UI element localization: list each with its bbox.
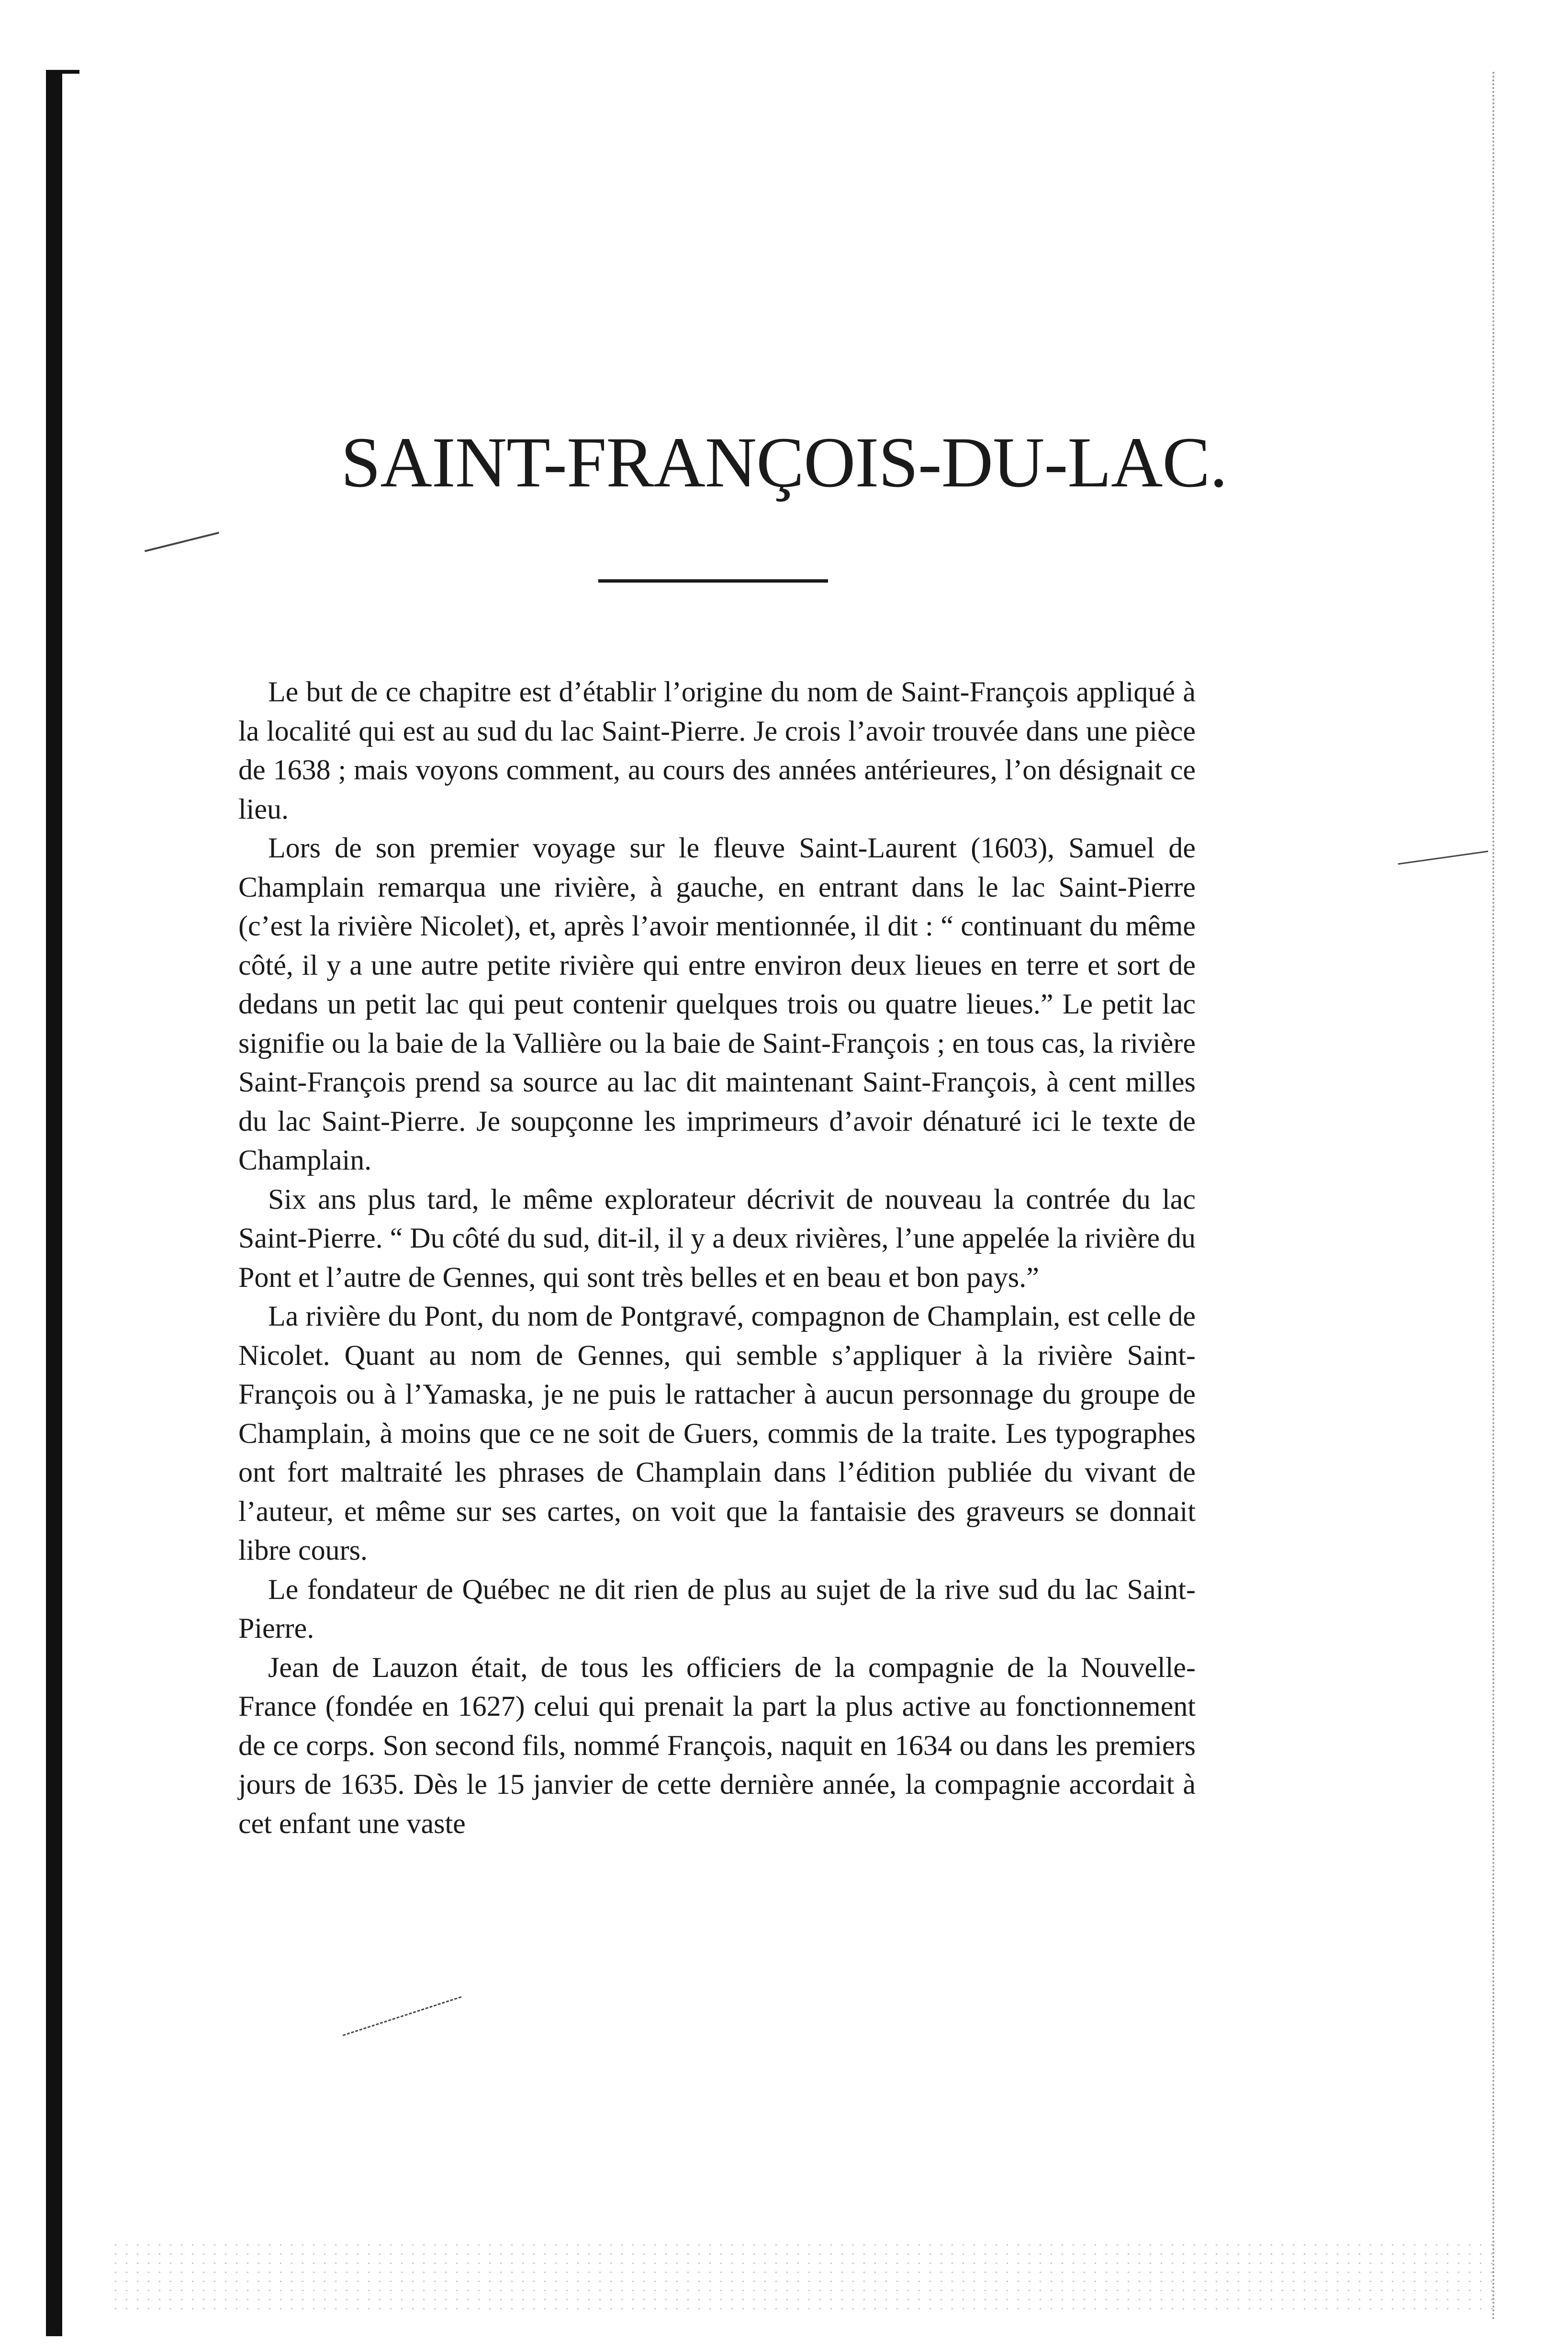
chapter-title: SAINT-FRANÇOIS-DU-LAC. (341, 423, 1227, 502)
binding-shadow-top (46, 70, 79, 74)
paragraph: Le fondateur de Québec ne dit rien de plus au sujet de la rive sud du lac Saint-Pierre. (238, 1573, 1196, 1644)
paragraph: Jean de Lauzon était, de tous les officiers de la compagnie de la Nouvelle-France (fondée en 1627) celui qui prenait la part la plus active au fonctionnement de ce corps. Son second fils, nommé François, naquit en 1634 ou dans les premiers jours de 1635. Dès le 15 janvier de cette dernière année, la compagnie accordait à cet enfant une vaste (238, 1651, 1196, 1839)
stray-pen-mark (145, 532, 219, 552)
stray-pen-mark (1398, 851, 1489, 865)
paragraph: La rivière du Pont, du nom de Pontgravé, compagnon de Champlain, est celle de Nicolet. Quant au nom de Gennes, qui semble s’appliquer à la rivière Saint-François ou à l’Yamaska, je ne puis le rattacher à aucun personnage du groupe de Champlain, à moins que ce ne soit de Guers, commis de la traite. Les typographes ont fort maltraité les phrases de Champlain dans l’édition publiée du vivant de l’auteur, et même sur ses cartes, on voit que la fantaisie des graveurs se donnait libre cours. (238, 1300, 1196, 1566)
paragraph: Le but de ce chapitre est d’établir l’origine du nom de Saint-François appliqué à la localité qui est au sud du lac Saint-Pierre. Je crois l’avoir trouvée dans une pièce de 1638 ; mais voyons comment, au cours des années antérieures, l’on désignait ce lieu. (238, 676, 1196, 825)
title-rule (598, 579, 828, 583)
page-edge-specks (1492, 72, 1494, 2322)
binding-shadow (46, 72, 62, 2336)
scan-noise (110, 2240, 1498, 2312)
paragraph: Lors de son premier voyage sur le fleuve Saint-Laurent (1603), Samuel de Champlain remarqua une rivière, à gauche, en entrant dans le lac Saint-Pierre (c’est la rivière Nicolet), et, après l’avoir mentionnée, il dit : “ continuant du même côté, il y a une autre petite rivière qui entre environ deux lieues en terre et sort de dedans un petit lac qui peut contenir quelques trois ou quatre lieues.” Le petit lac signifie ou la baie de la Vallière ou la baie de Saint-François ; en tous cas, la rivière Saint-François prend sa source au lac dit maintenant Saint-François, à cent milles du lac Saint-Pierre. Je soupçonne les imprimeurs d’avoir dénaturé ici le texte de Champlain. (238, 832, 1196, 1176)
body-text (238, 673, 1196, 1843)
stray-pen-mark (343, 1996, 461, 2036)
paragraph: Six ans plus tard, le même explorateur décrivit de nouveau la contrée du lac Saint-Pierre. “ Du côté du sud, dit-il, il y a deux rivières, l’une appelée la rivière du Pont et l’autre de Gennes, qui sont très belles et en beau et bon pays.” (238, 1183, 1196, 1293)
